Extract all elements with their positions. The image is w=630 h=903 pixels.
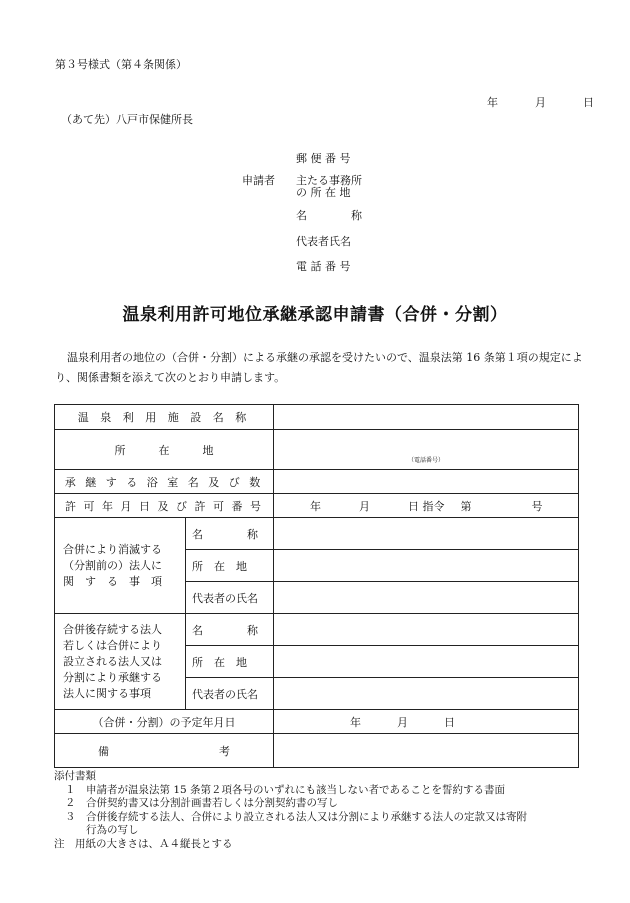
attachment-item: ３ 合併後存続する法人、合併により設立される法人又は分割により承継する法人の定款又は寄附 [65, 810, 527, 823]
table-row [55, 470, 579, 494]
phone-label: 電 話 番 号 [296, 260, 351, 273]
bath-rooms-label: 承 継 す る 浴 室 名 及 び 数 [55, 470, 274, 494]
table-row [55, 430, 579, 470]
scheduled-month: 月 [397, 715, 409, 729]
location-label: 所 在 地 [55, 430, 274, 470]
dissolved-location-value[interactable] [274, 550, 579, 582]
scheduled-day: 日 [444, 715, 456, 729]
applicant-name-label: 名 称 [296, 209, 362, 222]
page-title: 温泉利用許可地位承継承認申請書（合併・分割） [122, 305, 508, 325]
surviving-name-label: 名 称 [186, 614, 274, 646]
bath-rooms-value[interactable] [274, 470, 579, 494]
day-label: 日 [583, 96, 594, 109]
application-table [54, 404, 579, 768]
dissolved-location-label: 所 在 地 [186, 550, 274, 582]
scheduled-date-value[interactable] [274, 710, 579, 734]
year-label: 年 [487, 96, 498, 109]
permit-value[interactable] [274, 494, 579, 518]
dissolved-line-1: 合併により消滅する [63, 542, 162, 556]
office-location-label-line1: 主たる事務所 [296, 174, 362, 187]
surviving-entity-label [55, 614, 186, 710]
facility-name-value[interactable] [274, 405, 579, 430]
remarks-label: 備 考 [55, 734, 274, 768]
surviving-name-value[interactable] [274, 614, 579, 646]
surviving-rep-label: 代表者の氏名 [186, 678, 274, 710]
surviving-location-value[interactable] [274, 646, 579, 678]
surviving-location-label: 所 在 地 [186, 646, 274, 678]
permit-day-order: 日 指令 [408, 499, 445, 513]
scheduled-year: 年 [350, 715, 362, 729]
office-location-label-line2: の 所 在 地 [296, 186, 351, 199]
surviving-line-4: 分割により承継する [63, 670, 162, 684]
postal-code-label: 郵 便 番 号 [296, 152, 351, 165]
paper-size-note: 注 用紙の大きさは、Ａ４縦長とする [54, 837, 233, 850]
permit-dai: 第 [460, 499, 472, 513]
attachment-item: １ 申請者が温泉法第 15 条第２項各号のいずれにも該当しない者であることを誓約する書面 [65, 783, 506, 796]
dissolved-rep-label: 代表者の氏名 [186, 582, 274, 614]
table-row [55, 405, 579, 430]
scheduled-date-label: （合併・分割）の予定年月日 [55, 710, 274, 734]
representative-label: 代表者氏名 [296, 235, 351, 248]
permit-label: 許 可 年 月 日 及 び 許 可 番 号 [55, 494, 274, 518]
applicant-label: 申請者 [242, 174, 275, 187]
dissolved-line-3: 関 す る 事 項 [63, 574, 162, 588]
surviving-line-2: 若しくは合併により [63, 638, 162, 652]
table-row [55, 710, 579, 734]
table-row [55, 494, 579, 518]
surviving-rep-value[interactable] [274, 678, 579, 710]
addressee: （あて先）八戸市保健所長 [61, 113, 193, 126]
dissolved-line-2: （分割前の）法人に [63, 558, 162, 572]
attachments-section [54, 770, 527, 851]
dissolved-rep-value[interactable] [274, 582, 579, 614]
form-number: 第３号様式（第４条関係） [55, 58, 187, 71]
table-row [55, 734, 579, 768]
permit-year: 年 [310, 499, 322, 513]
surviving-line-5: 法人に関する事項 [63, 686, 151, 700]
intro-paragraph: 温泉利用者の地位の（合併・分割）による承継の承認を受けたいので、温泉法第 16 条第１項の規定により、関係書類を添えて次のとおり申請します。 [55, 351, 583, 384]
permit-go: 号 [531, 499, 543, 513]
attachment-item: ２ 合併契約書又は分割計画書若しくは分割契約書の写し [65, 797, 338, 809]
location-value[interactable] [274, 430, 579, 470]
attachments-heading: 添付書類 [54, 770, 96, 782]
dissolved-name-label: 名 称 [186, 518, 274, 550]
phone-note: （電話番号） [408, 457, 445, 464]
table-row [55, 614, 579, 646]
surviving-line-3: 設立される法人又は [63, 654, 162, 668]
month-label: 月 [535, 96, 546, 109]
dissolved-entity-label [55, 518, 186, 614]
dissolved-name-value[interactable] [274, 518, 579, 550]
table-row [55, 518, 579, 550]
attachment-item-continuation: 行為の写し [86, 824, 139, 836]
facility-name-label: 温 泉 利 用 施 設 名 称 [55, 405, 274, 430]
permit-month: 月 [359, 499, 371, 513]
date-line [487, 94, 594, 110]
surviving-line-1: 合併後存続する法人 [63, 622, 162, 636]
remarks-value[interactable] [274, 734, 579, 768]
